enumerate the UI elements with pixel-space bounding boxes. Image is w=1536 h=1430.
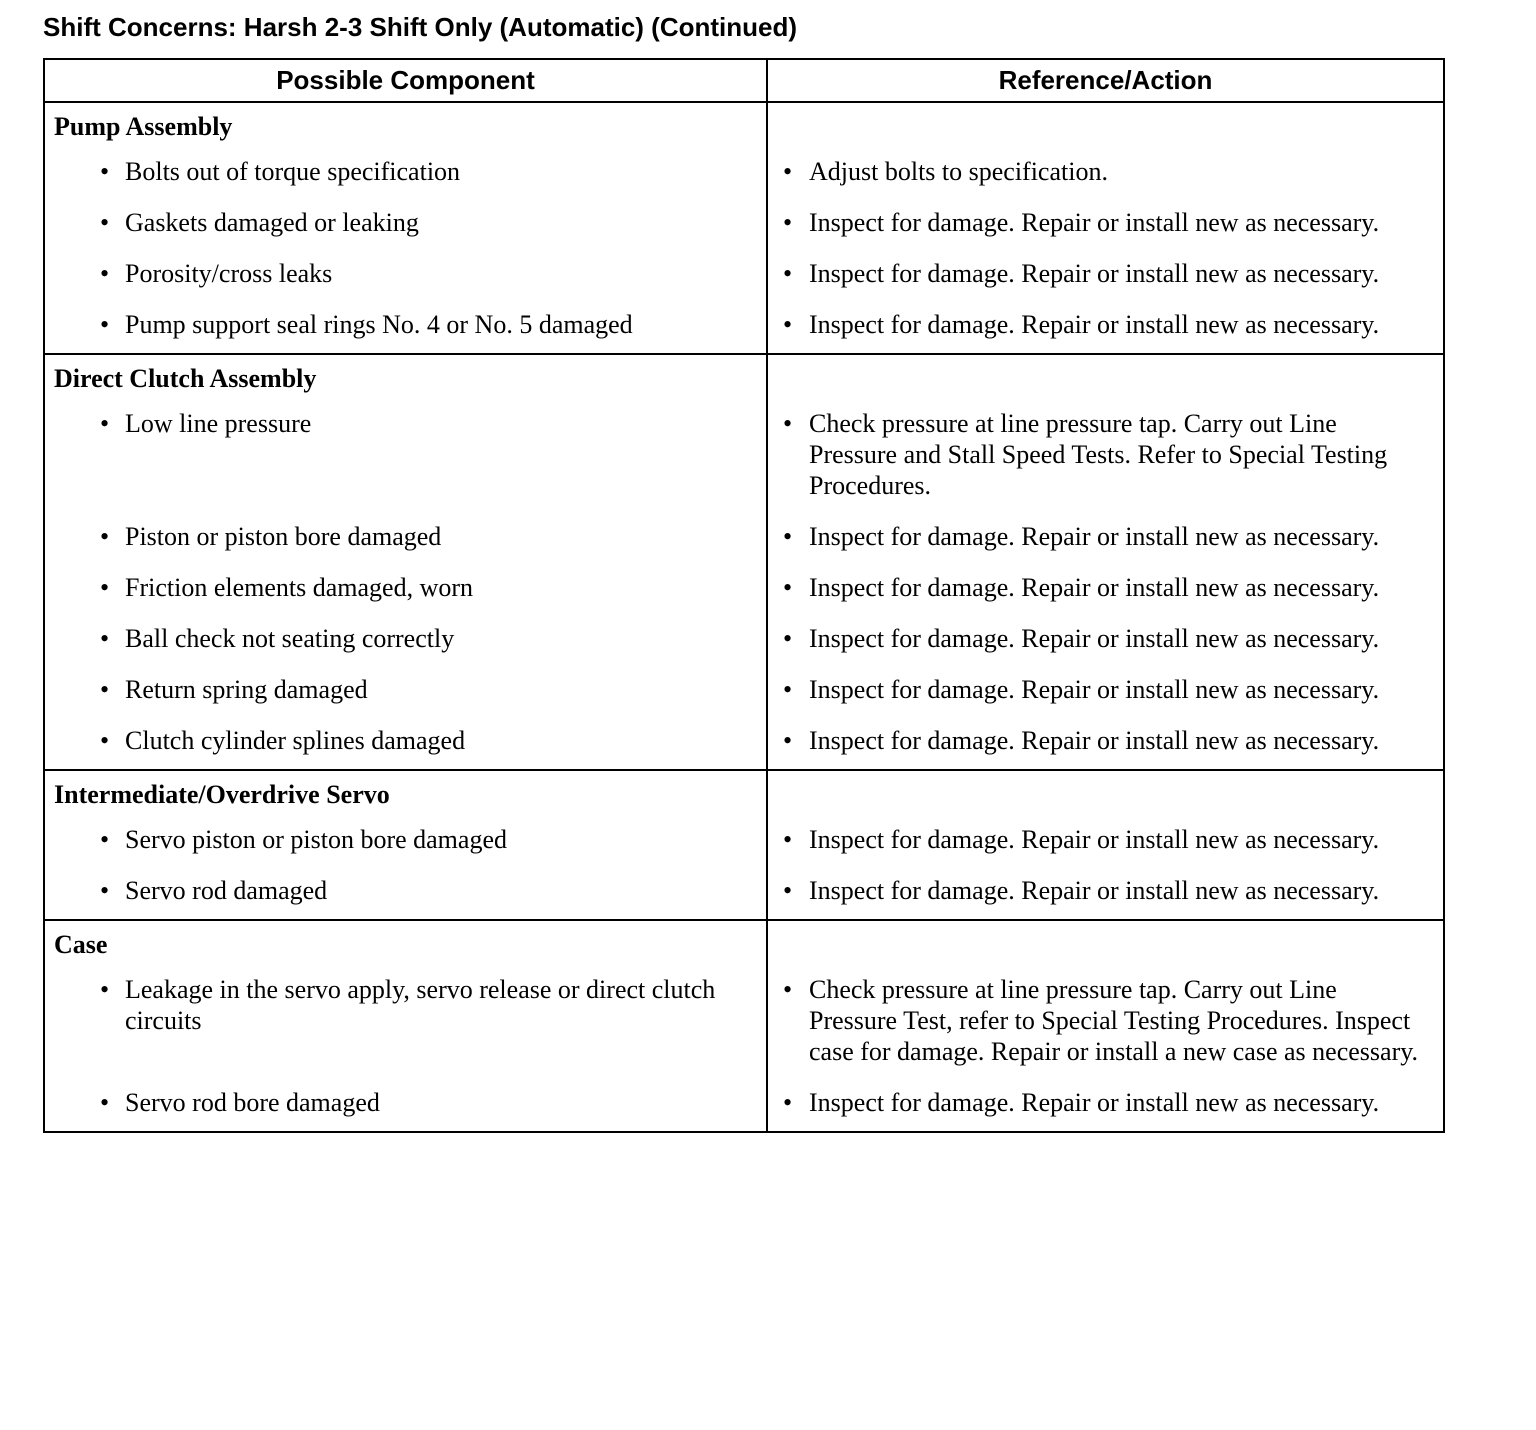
list-item	[768, 251, 1443, 302]
component-text: Ball check not seating correctly	[125, 624, 455, 653]
action-text: Inspect for damage. Repair or install new as necessary.	[809, 825, 1380, 854]
action-text: Inspect for damage. Repair or install new as necessary.	[809, 1088, 1380, 1117]
list-item	[45, 667, 766, 718]
action-text: Inspect for damage. Repair or install new as necessary.	[809, 208, 1380, 237]
section-title: Pump Assembly	[54, 112, 233, 141]
component-text: Low line pressure	[125, 409, 312, 438]
component-text: Servo rod bore damaged	[125, 1088, 380, 1117]
section-title: Intermediate/Overdrive Servo	[54, 780, 390, 809]
component-cell	[44, 565, 767, 616]
action-text: Inspect for damage. Repair or install new as necessary.	[809, 624, 1380, 653]
section-row-direct-clutch-assembly	[44, 354, 1444, 401]
bullet-icon: •	[783, 1088, 793, 1117]
action-text: Check pressure at line pressure tap. Carry out Line Pressure and Stall Speed Tests. Refer to Special Testing Procedures.	[809, 409, 1388, 500]
section-row-pump-assembly	[44, 102, 1444, 149]
component-text: Leakage in the servo apply, servo release or direct clutch circuits	[125, 975, 716, 1035]
list-item	[45, 868, 766, 919]
bullet-icon: •	[783, 208, 793, 237]
table-row	[44, 817, 1444, 868]
action-cell	[767, 817, 1444, 868]
list-item	[45, 251, 766, 302]
list-item	[768, 1080, 1443, 1131]
component-cell	[44, 514, 767, 565]
bullet-icon: •	[783, 522, 793, 551]
column-header-action: Reference/Action	[767, 59, 1444, 102]
bullet-icon: •	[100, 825, 110, 854]
list-item	[768, 200, 1443, 251]
action-text: Adjust bolts to specification.	[809, 157, 1108, 186]
action-text: Inspect for damage. Repair or install new as necessary.	[809, 726, 1380, 755]
bullet-icon: •	[100, 876, 110, 905]
table-row	[44, 149, 1444, 200]
section-row-case	[44, 920, 1444, 967]
action-cell	[767, 149, 1444, 200]
list-item	[45, 817, 766, 868]
action-cell	[767, 302, 1444, 354]
page-title: Shift Concerns: Harsh 2-3 Shift Only (Automatic) (Continued)	[43, 12, 798, 42]
section-title: Case	[54, 930, 108, 959]
bullet-icon: •	[100, 573, 110, 602]
list-item	[768, 616, 1443, 667]
component-text: Piston or piston bore damaged	[125, 522, 442, 551]
component-text: Bolts out of torque specification	[125, 157, 461, 186]
bullet-icon: •	[100, 1088, 110, 1117]
component-text: Servo piston or piston bore damaged	[125, 825, 507, 854]
component-cell	[44, 967, 767, 1080]
bullet-icon: •	[783, 157, 793, 186]
action-text: Inspect for damage. Repair or install new as necessary.	[809, 675, 1380, 704]
section-header-empty-cell	[767, 354, 1444, 401]
action-cell	[767, 251, 1444, 302]
action-cell	[767, 401, 1444, 514]
bullet-icon: •	[100, 409, 110, 438]
table-row	[44, 616, 1444, 667]
bullet-icon: •	[100, 675, 110, 704]
action-cell	[767, 718, 1444, 770]
bullet-icon: •	[783, 624, 793, 653]
bullet-icon: •	[783, 573, 793, 602]
list-item	[45, 200, 766, 251]
table-row	[44, 718, 1444, 770]
section-header-cell	[44, 770, 767, 817]
list-item	[768, 868, 1443, 919]
action-cell	[767, 1080, 1444, 1132]
bullet-icon: •	[783, 675, 793, 704]
action-cell	[767, 667, 1444, 718]
action-cell	[767, 616, 1444, 667]
table-row	[44, 967, 1444, 1080]
list-item	[768, 718, 1443, 769]
list-item	[45, 401, 766, 452]
list-item	[45, 1080, 766, 1131]
bullet-icon: •	[100, 208, 110, 237]
bullet-icon: •	[100, 726, 110, 755]
component-text: Gaskets damaged or leaking	[125, 208, 419, 237]
action-text: Inspect for damage. Repair or install new as necessary.	[809, 310, 1380, 339]
bullet-icon: •	[783, 259, 793, 288]
action-cell	[767, 514, 1444, 565]
list-item	[45, 514, 766, 565]
table-row	[44, 1080, 1444, 1132]
section-title: Direct Clutch Assembly	[54, 364, 317, 393]
section-header-empty-cell	[767, 102, 1444, 149]
table-row	[44, 565, 1444, 616]
table-row	[44, 667, 1444, 718]
list-item	[45, 718, 766, 769]
component-cell	[44, 1080, 767, 1132]
list-item	[768, 667, 1443, 718]
component-cell	[44, 149, 767, 200]
bullet-icon: •	[100, 259, 110, 288]
list-item	[768, 565, 1443, 616]
table-row	[44, 514, 1444, 565]
list-item	[768, 401, 1443, 514]
table-row	[44, 401, 1444, 514]
bullet-icon: •	[783, 975, 793, 1004]
bullet-icon: •	[100, 624, 110, 653]
action-cell	[767, 868, 1444, 920]
section-header-empty-cell	[767, 920, 1444, 967]
action-text: Inspect for damage. Repair or install new as necessary.	[809, 876, 1380, 905]
bullet-icon: •	[100, 157, 110, 186]
list-item	[768, 149, 1443, 200]
table-header-row	[44, 59, 1444, 102]
bullet-icon: •	[783, 310, 793, 339]
component-cell	[44, 817, 767, 868]
component-text: Pump support seal rings No. 4 or No. 5 damaged	[125, 310, 633, 339]
bullet-icon: •	[100, 522, 110, 551]
component-text: Porosity/cross leaks	[125, 259, 333, 288]
section-row-intermediate-overdrive-servo	[44, 770, 1444, 817]
bullet-icon: •	[783, 876, 793, 905]
table-row	[44, 200, 1444, 251]
component-text: Friction elements damaged, worn	[125, 573, 474, 602]
table-body	[44, 102, 1444, 1132]
section-header-empty-cell	[767, 770, 1444, 817]
component-text: Clutch cylinder splines damaged	[125, 726, 466, 755]
bullet-icon: •	[783, 825, 793, 854]
component-cell	[44, 718, 767, 770]
component-text: Servo rod damaged	[125, 876, 328, 905]
list-item	[45, 616, 766, 667]
list-item	[768, 817, 1443, 868]
component-text: Return spring damaged	[125, 675, 368, 704]
bullet-icon: •	[100, 975, 110, 1004]
bullet-icon: •	[100, 310, 110, 339]
list-item	[45, 302, 766, 353]
bullet-icon: •	[783, 409, 793, 438]
table-row	[44, 251, 1444, 302]
component-cell	[44, 401, 767, 514]
component-cell	[44, 200, 767, 251]
component-cell	[44, 868, 767, 920]
action-text: Inspect for damage. Repair or install new as necessary.	[809, 259, 1380, 288]
component-cell	[44, 616, 767, 667]
list-item	[45, 967, 766, 1049]
bullet-icon: •	[783, 726, 793, 755]
column-header-component: Possible Component	[44, 59, 767, 102]
section-header-cell	[44, 102, 767, 149]
component-cell	[44, 251, 767, 302]
table-row	[44, 868, 1444, 920]
action-cell	[767, 200, 1444, 251]
list-item	[45, 149, 766, 200]
list-item	[768, 514, 1443, 565]
list-item	[768, 302, 1443, 353]
action-cell	[767, 967, 1444, 1080]
component-cell	[44, 667, 767, 718]
section-header-cell	[44, 354, 767, 401]
action-text: Inspect for damage. Repair or install new as necessary.	[809, 522, 1380, 551]
action-cell	[767, 565, 1444, 616]
shift-concerns-table	[43, 58, 1445, 1133]
action-text: Check pressure at line pressure tap. Carry out Line Pressure Test, refer to Special Testing Procedures. Inspect case for damage. Repair or install a new case as necessary.	[809, 975, 1419, 1066]
list-item	[45, 565, 766, 616]
table-row	[44, 302, 1444, 354]
component-cell	[44, 302, 767, 354]
action-text: Inspect for damage. Repair or install new as necessary.	[809, 573, 1380, 602]
list-item	[768, 967, 1443, 1080]
section-header-cell	[44, 920, 767, 967]
